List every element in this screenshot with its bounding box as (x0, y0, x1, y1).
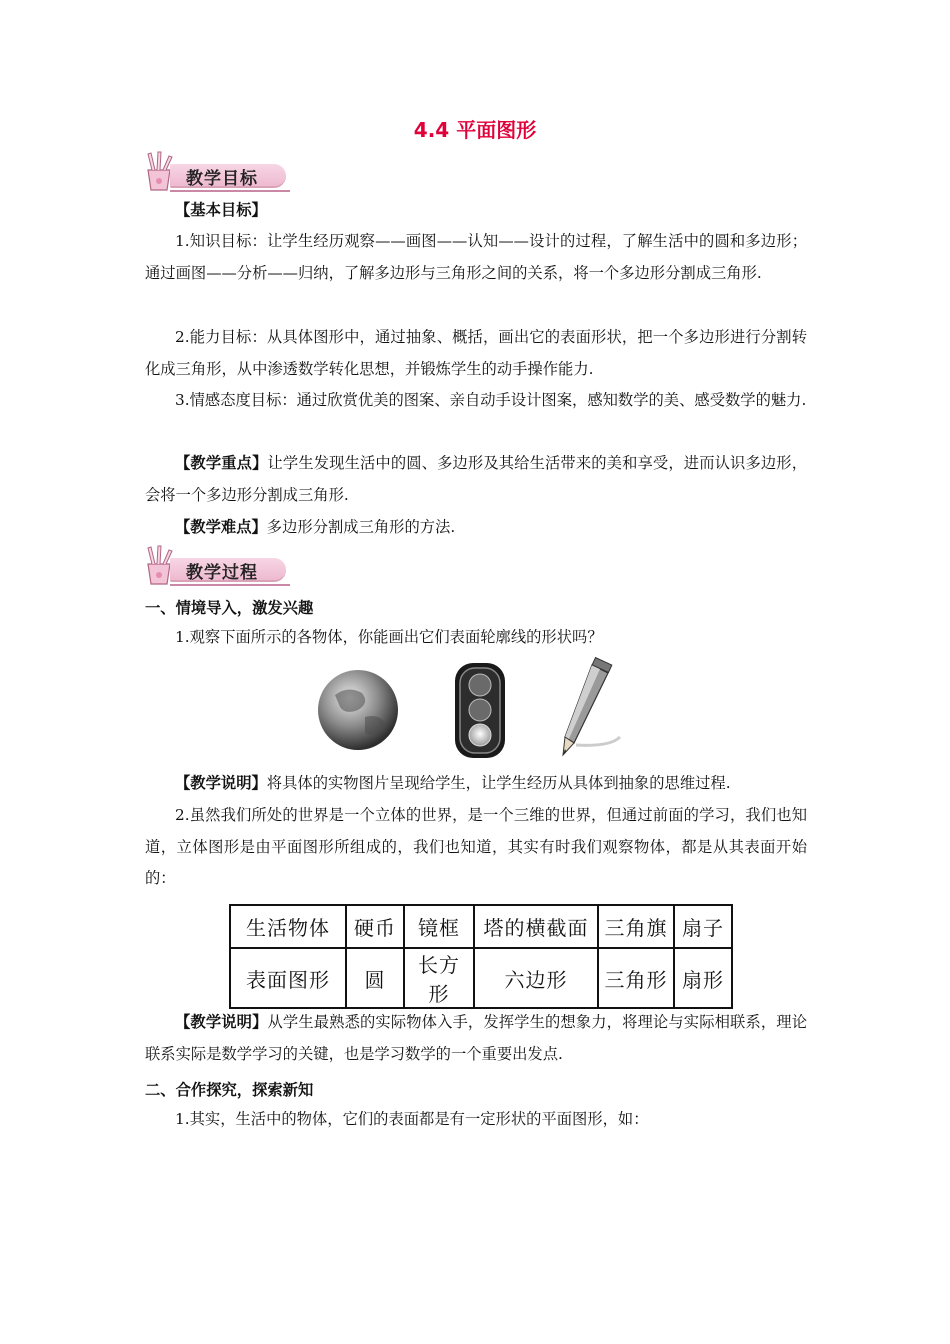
section-header-process (140, 544, 290, 592)
section-header-goals (140, 150, 290, 198)
table-row: 生活物体 硬币 镜框 塔的横截面 三角旗 扇子 (230, 905, 732, 948)
table-row: 表面图形 圆 长方形 六边形 三角形 扇形 (230, 948, 732, 1008)
question-1: 1.观察下面所示的各物体，你能画出它们表面轮廓线的形状吗？ (175, 628, 603, 646)
section-header-label: 教学目标 (186, 169, 258, 189)
traffic-light-icon (455, 663, 505, 758)
key-point: 【教学重点】让学生发现生活中的圆、多边形及其给生活带来的美和享受，进而认识多边形，会将一个多边形分割成三角形. (145, 454, 807, 504)
teaching-note-1: 【教学说明】将具体的实物图片呈现给学生，让学生经历从具体到抽象的思维过程. (175, 774, 731, 792)
teaching-note-2: 【教学说明】从学生最熟悉的实际物体入手，发挥学生的想象力，将理论与实际相联系，理论联系实际是数学学习的关键，也是学习数学的一个重要出发点. (145, 1013, 807, 1063)
goal-item-2: 2.能力目标：从具体图形中，通过抽象、概括，画出它的表面形状，把一个多边形进行分割转化成三角形，从中渗透数学转化思想，并锻炼学生的动手操作能力. (145, 328, 807, 378)
object-figures (310, 655, 630, 760)
question-2: 2.虽然我们所处的世界是一个立体的世界，是一个三维的世界，但通过前面的学习，我们也知道，立体图形是由平面图形所组成的，我们也知道，其实有时我们观察物体，都是从其表面开始的： (145, 806, 807, 887)
pencil-icon (563, 658, 620, 755)
part2-question-1: 1.其实，生活中的物体，它们的表面都是有一定形状的平面图形，如： (175, 1110, 649, 1128)
basic-goals-label: 【基本目标】 (175, 201, 267, 219)
surface-shape-table (229, 904, 733, 1009)
globe-icon (318, 670, 398, 750)
page-title: 4.4 平面图形 (413, 118, 537, 142)
goal-item-1: 1.知识目标：让学生经历观察——画图——认知——设计的过程，了解生活中的圆和多边形；通过画图——分析——归纳，了解多边形与三角形之间的关系，将一个多边形分割成三角形. (145, 232, 807, 282)
difficulty-point: 【教学难点】多边形分割成三角形的方法. (175, 518, 456, 536)
section-header-label: 教学过程 (186, 563, 258, 583)
part2-heading: 二、合作探究，探索新知 (145, 1081, 314, 1099)
part1-heading: 一、情境导入，激发兴趣 (145, 599, 314, 617)
goal-item-3: 3.情感态度目标：通过欣赏优美的图案、亲自动手设计图案，感知数学的美、感受数学的魅力. (175, 391, 807, 409)
